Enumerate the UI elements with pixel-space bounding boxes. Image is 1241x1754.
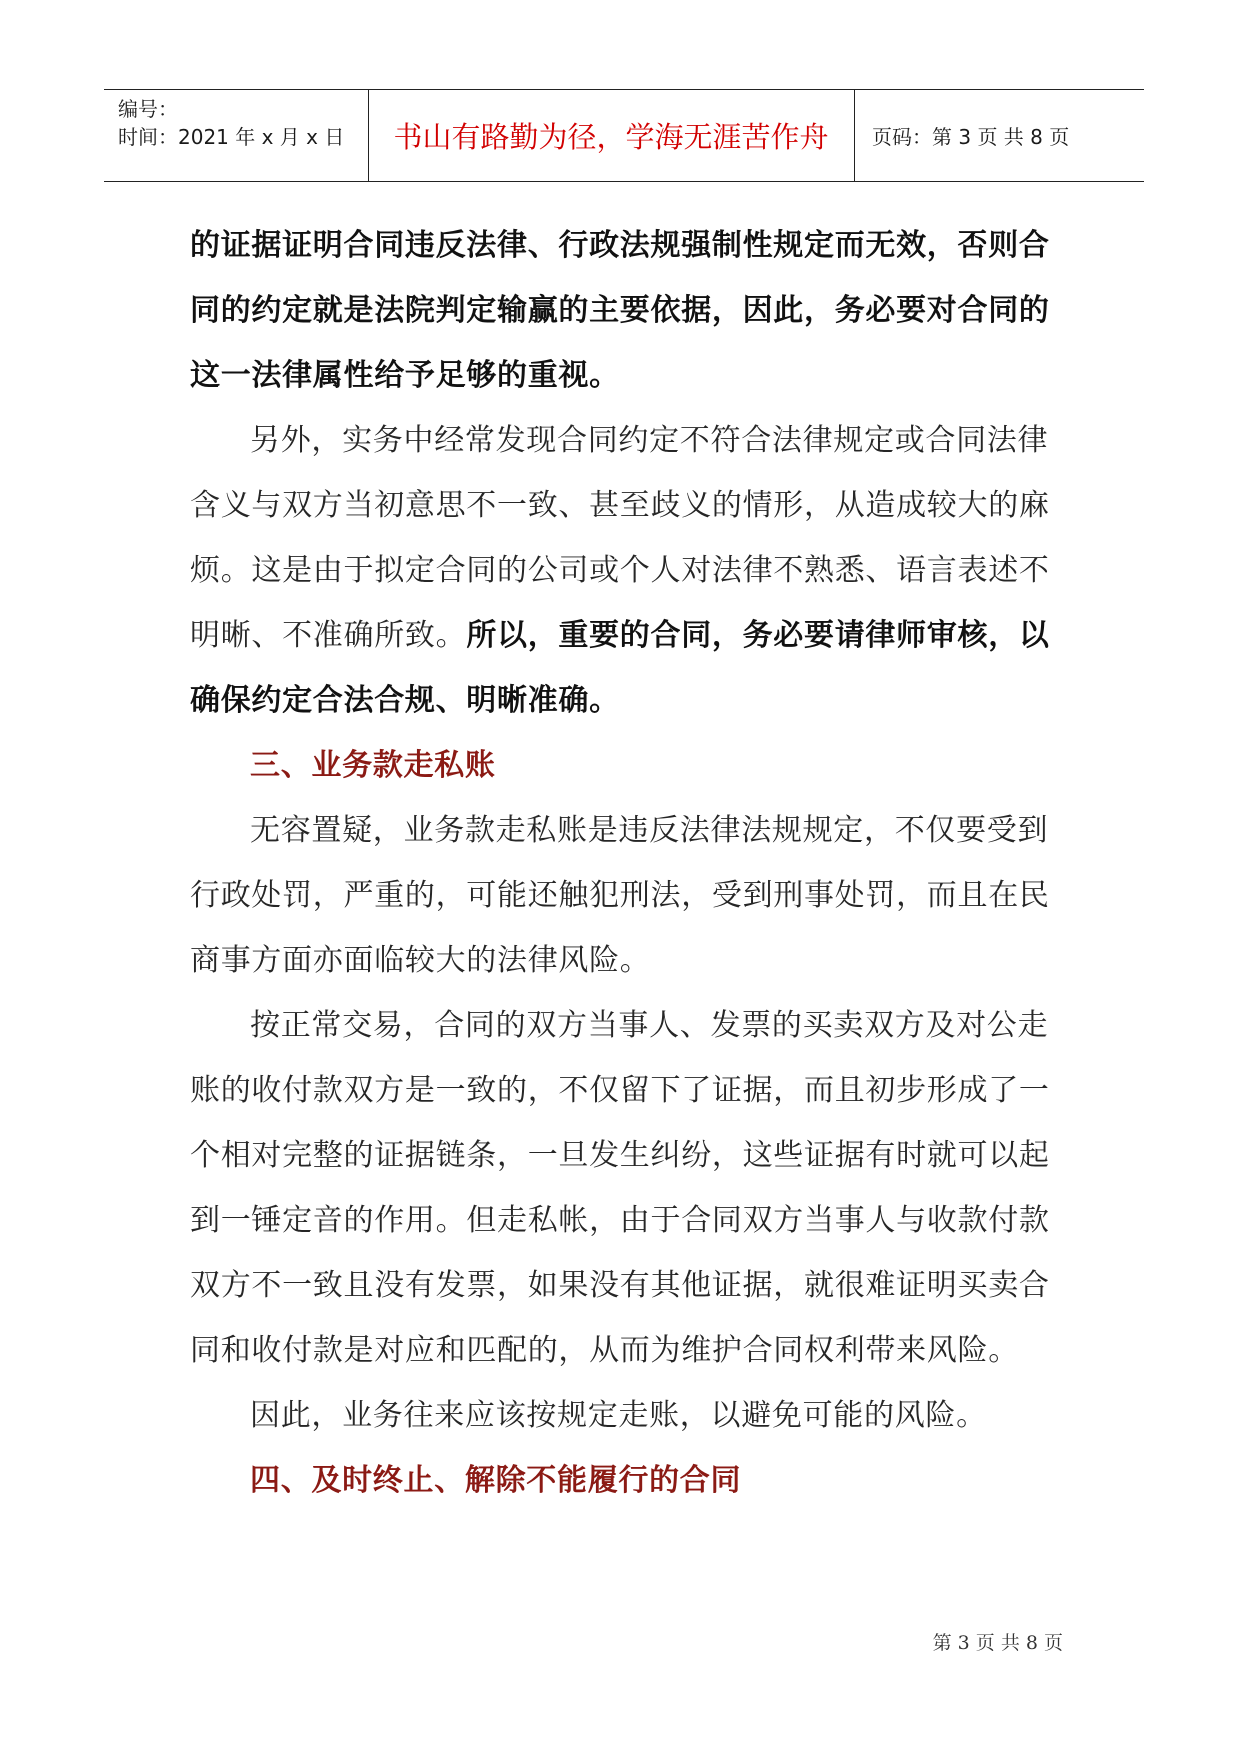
header-page-label: 页码：第 3 页 共 8 页 — [872, 124, 1070, 149]
paragraph-text: 另外，实务中经常发现合同约定不符合法律规定或合同法律含义与双方当初意思不一致、甚至歧义的情形，从造成较大的麻烦。这是由于拟定合同的公司或个人对法律不熟悉、语言表述不明晰、不准确所致。 — [190, 423, 1050, 653]
header-motto: 书山有路勤为径，学海无涯苦作舟 — [393, 119, 829, 154]
document-time-label: 时间：2021 年 x 月 x 日 — [118, 125, 345, 149]
section-heading: 三、业务款走私账 — [250, 748, 496, 783]
page-footer: 第 3 页 共 8 页 — [932, 1632, 1063, 1654]
section-heading: 四、及时终止、解除不能履行的合同 — [250, 1463, 742, 1498]
paragraph: 按正常交易，合同的双方当事人、发票的买卖双方及对公走账的收付款双方是一致的，不仅留下了证据，而且初步形成了一个相对完整的证据链条，一旦发生纠纷，这些证据有时就可以起到一锤定音的作用。但走私帐，由于合同双方当事人与收款付款双方不一致且没有发票，如果没有其他证据，就很难证明买卖合同和收付款是对应和匹配的，从而为维护合同权利带来风险。 — [190, 1008, 1050, 1368]
paragraph: 的证据证明合同违反法律、行政法规强制性规定而无效，否则合同的约定就是法院判定输赢的主要依据，因此，务必要对合同的这一法律属性给予足够的重视。 — [190, 228, 1050, 393]
header-meta — [118, 95, 344, 151]
paragraph: 无容置疑，业务款走私账是违反法律法规规定，不仅要受到行政处罚，严重的，可能还触犯刑法，受到刑事处罚，而且在民商事方面亦面临较大的法律风险。 — [190, 813, 1050, 978]
paragraph: 因此，业务往来应该按规定走账，以避免可能的风险。 — [250, 1398, 987, 1433]
document-body — [190, 213, 1070, 1513]
header-divider — [854, 90, 855, 181]
paragraph — [190, 408, 1070, 733]
paragraph-emphasis: 所以，重要的合同，务必要请律师审核，以确保约定合法合规、明晰准确。 — [190, 618, 1050, 718]
document-header — [104, 89, 1144, 182]
document-number-label: 编号： — [118, 97, 178, 121]
